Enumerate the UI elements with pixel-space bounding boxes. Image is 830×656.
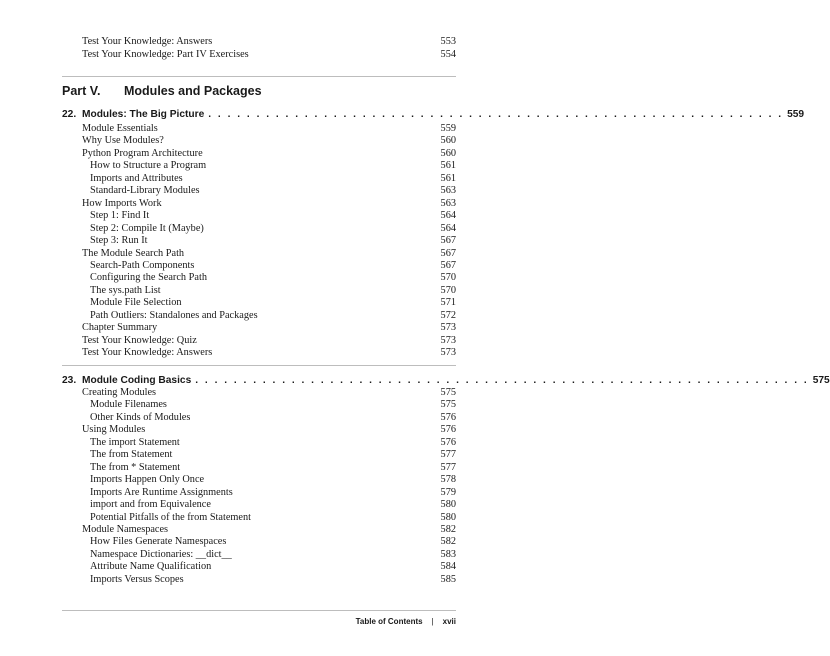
toc-entry-page: 576: [440, 411, 456, 423]
toc-entry-page: 564: [440, 222, 456, 234]
toc-entry: [62, 285, 456, 298]
toc-entry-page: 564: [440, 210, 456, 222]
toc-entry-page: 580: [440, 511, 456, 523]
footer-page-number: xvii: [442, 617, 456, 626]
toc-entry: [62, 549, 456, 562]
toc-entry-page: 570: [440, 272, 456, 284]
toc-entry-page: 573: [440, 322, 456, 334]
toc-entry-page: 575: [440, 387, 456, 398]
toc-entry-page: 560: [440, 135, 456, 147]
toc-entry-page: 576: [440, 424, 456, 436]
leader-dots: . . . . . . . . . . . . . . . . . . . . . . . . . . . . . . . . . . . . . . . . . . . . . . . . . . . . . . . . . . . .: [208, 109, 784, 120]
toc-entry-title: How to Structure a Program: [90, 160, 207, 172]
toc-entry-page: 560: [440, 147, 456, 159]
toc-entry: [62, 123, 456, 136]
chapter-number: 23.: [62, 375, 77, 386]
toc-entry-page: 563: [440, 197, 456, 209]
toc-entry: [62, 49, 456, 62]
toc-entry-title: Module File Selection: [90, 297, 182, 309]
toc-entry: [62, 297, 456, 310]
toc-entry-title: Namespace Dictionaries: __dict__: [90, 548, 232, 560]
toc-entry: [62, 499, 456, 512]
toc-entry: [62, 574, 456, 587]
toc-entry-page: 573: [440, 334, 456, 346]
toc-entry: [62, 160, 456, 173]
section-divider: [62, 76, 456, 77]
toc-entry-title: The import Statement: [90, 436, 180, 448]
toc-entry-title: Imports Happen Only Once: [90, 474, 205, 486]
toc-entry-page: 567: [440, 259, 456, 271]
toc-entry-title: Module Namespaces: [82, 523, 169, 535]
toc-entry-title: import and from Equivalence: [90, 499, 211, 511]
toc-entry-page: 577: [440, 449, 456, 461]
toc-entry-title: Chapter Summary: [82, 322, 158, 334]
toc-entry-title: Imports and Attributes: [90, 172, 183, 184]
toc-entry-page: 583: [440, 548, 456, 560]
part-label: Part V.: [62, 84, 101, 98]
toc-entry: [62, 322, 456, 335]
toc-entry: [62, 148, 456, 161]
toc-entry: [62, 260, 456, 273]
toc-entry-title: Configuring the Search Path: [90, 272, 207, 284]
leader-dots: . . . . . . . . . . . . . . . . . . . . . . . . . . . . . . . . . . . . . . . . . . . . . . . . . . . . . . . . . . . . . . . .: [195, 375, 809, 386]
chapter-page: 559: [787, 109, 805, 120]
footer-label: Table of Contents: [355, 617, 423, 626]
toc-entry-title: Attribute Name Qualification: [90, 561, 212, 573]
chapter-title: Module Coding Basics: [82, 375, 192, 386]
toc-entry-page: 576: [440, 436, 456, 448]
toc-entry-title: How Imports Work: [82, 197, 162, 209]
toc-entry: [62, 387, 456, 400]
toc-entry-page: 561: [440, 160, 456, 172]
toc-entry-title: Module Essentials: [82, 123, 158, 134]
toc-entry-page: 582: [440, 536, 456, 548]
chapter-heading: [62, 108, 805, 122]
toc-entry-title: Test Your Knowledge: Answers: [82, 347, 213, 359]
toc-entry: [62, 449, 456, 462]
toc-entry-page: 579: [440, 486, 456, 498]
toc-entry-title: Module Filenames: [90, 399, 167, 411]
toc-entry: [62, 310, 456, 323]
toc-entry: [62, 474, 456, 487]
toc-entry-title: The sys.path List: [90, 284, 161, 296]
toc-entry-page: 553: [440, 36, 456, 47]
toc-entry: [62, 248, 456, 261]
toc-entry: [62, 424, 456, 437]
toc-entry: [62, 462, 456, 475]
toc-entry-page: 559: [440, 123, 456, 134]
chapter-number: 22.: [62, 109, 77, 120]
toc-entry-page: 585: [440, 573, 456, 585]
chapter-page: 575: [812, 375, 830, 386]
toc-entry-title: Python Program Architecture: [82, 147, 203, 159]
toc-entry-title: Potential Pitfalls of the from Statement: [90, 511, 252, 523]
toc-entry: [62, 487, 456, 500]
chapter-title: Modules: The Big Picture: [82, 109, 205, 120]
toc-entry: [62, 185, 456, 198]
part-heading: [62, 82, 262, 100]
toc-entry-title: Path Outliers: Standalones and Packages: [90, 309, 258, 321]
toc-entry-title: Why Use Modules?: [82, 135, 164, 147]
toc-entry: [62, 561, 456, 574]
page-footer: [356, 615, 456, 629]
toc-entry-title: Using Modules: [82, 424, 146, 436]
toc-entry-title: Imports Versus Scopes: [90, 573, 184, 585]
toc-entry: [62, 524, 456, 537]
toc-entry-title: The Module Search Path: [82, 247, 185, 259]
toc-entry-page: 582: [440, 523, 456, 535]
toc-entry-title: Step 1: Find It: [90, 210, 150, 222]
part-title: Modules and Packages: [124, 84, 262, 98]
chapter-heading: [62, 374, 830, 388]
toc-entry-title: Imports Are Runtime Assignments: [90, 486, 233, 498]
toc-entry: [62, 512, 456, 525]
toc-entry-page: 573: [440, 347, 456, 359]
toc-entry: [62, 272, 456, 285]
toc-entry: [62, 235, 456, 248]
toc-entry-title: Test Your Knowledge: Part IV Exercises: [82, 48, 249, 60]
toc-entry: [62, 412, 456, 425]
footer-separator: |: [431, 617, 434, 626]
toc-entry-page: 577: [440, 461, 456, 473]
toc-entry-page: 571: [440, 297, 456, 309]
toc-entry-title: The from Statement: [90, 449, 173, 461]
toc-entry-title: Search-Path Components: [90, 259, 195, 271]
section-divider: [62, 365, 456, 366]
toc-entry-page: 584: [440, 561, 456, 573]
toc-entry: [62, 198, 456, 211]
toc-entry-title: Test Your Knowledge: Quiz: [82, 334, 197, 346]
toc-entry: [62, 536, 456, 549]
toc-entry-title: Other Kinds of Modules: [90, 411, 191, 423]
toc-entry: [62, 347, 456, 360]
toc-entry: [62, 437, 456, 450]
toc-entry: [62, 399, 456, 412]
toc-entry-page: 580: [440, 499, 456, 511]
toc-entry: [62, 210, 456, 223]
toc-entry-page: 570: [440, 284, 456, 296]
toc-entry-title: Test Your Knowledge: Answers: [82, 36, 213, 47]
toc-entry-title: Standard-Library Modules: [90, 185, 200, 197]
toc-entry: [62, 36, 456, 49]
toc-entry-page: 572: [440, 309, 456, 321]
toc-entry: [62, 173, 456, 186]
toc-entry-title: Creating Modules: [82, 387, 157, 398]
toc-entry-title: How Files Generate Namespaces: [90, 536, 227, 548]
footer-divider: [62, 610, 456, 611]
toc-entry: [62, 135, 456, 148]
toc-entry-page: 563: [440, 185, 456, 197]
toc-entry-title: Step 2: Compile It (Maybe): [90, 222, 204, 234]
toc-entry-page: 575: [440, 399, 456, 411]
toc-entry-page: 561: [440, 172, 456, 184]
toc-entry-title: Step 3: Run It: [90, 235, 148, 247]
toc-entry-page: 554: [440, 48, 456, 60]
toc-entry-page: 567: [440, 247, 456, 259]
toc-entry-page: 578: [440, 474, 456, 486]
toc-entry: [62, 223, 456, 236]
toc-entry: [62, 335, 456, 348]
toc-entry-page: 567: [440, 235, 456, 247]
toc-entry-title: The from * Statement: [90, 461, 181, 473]
